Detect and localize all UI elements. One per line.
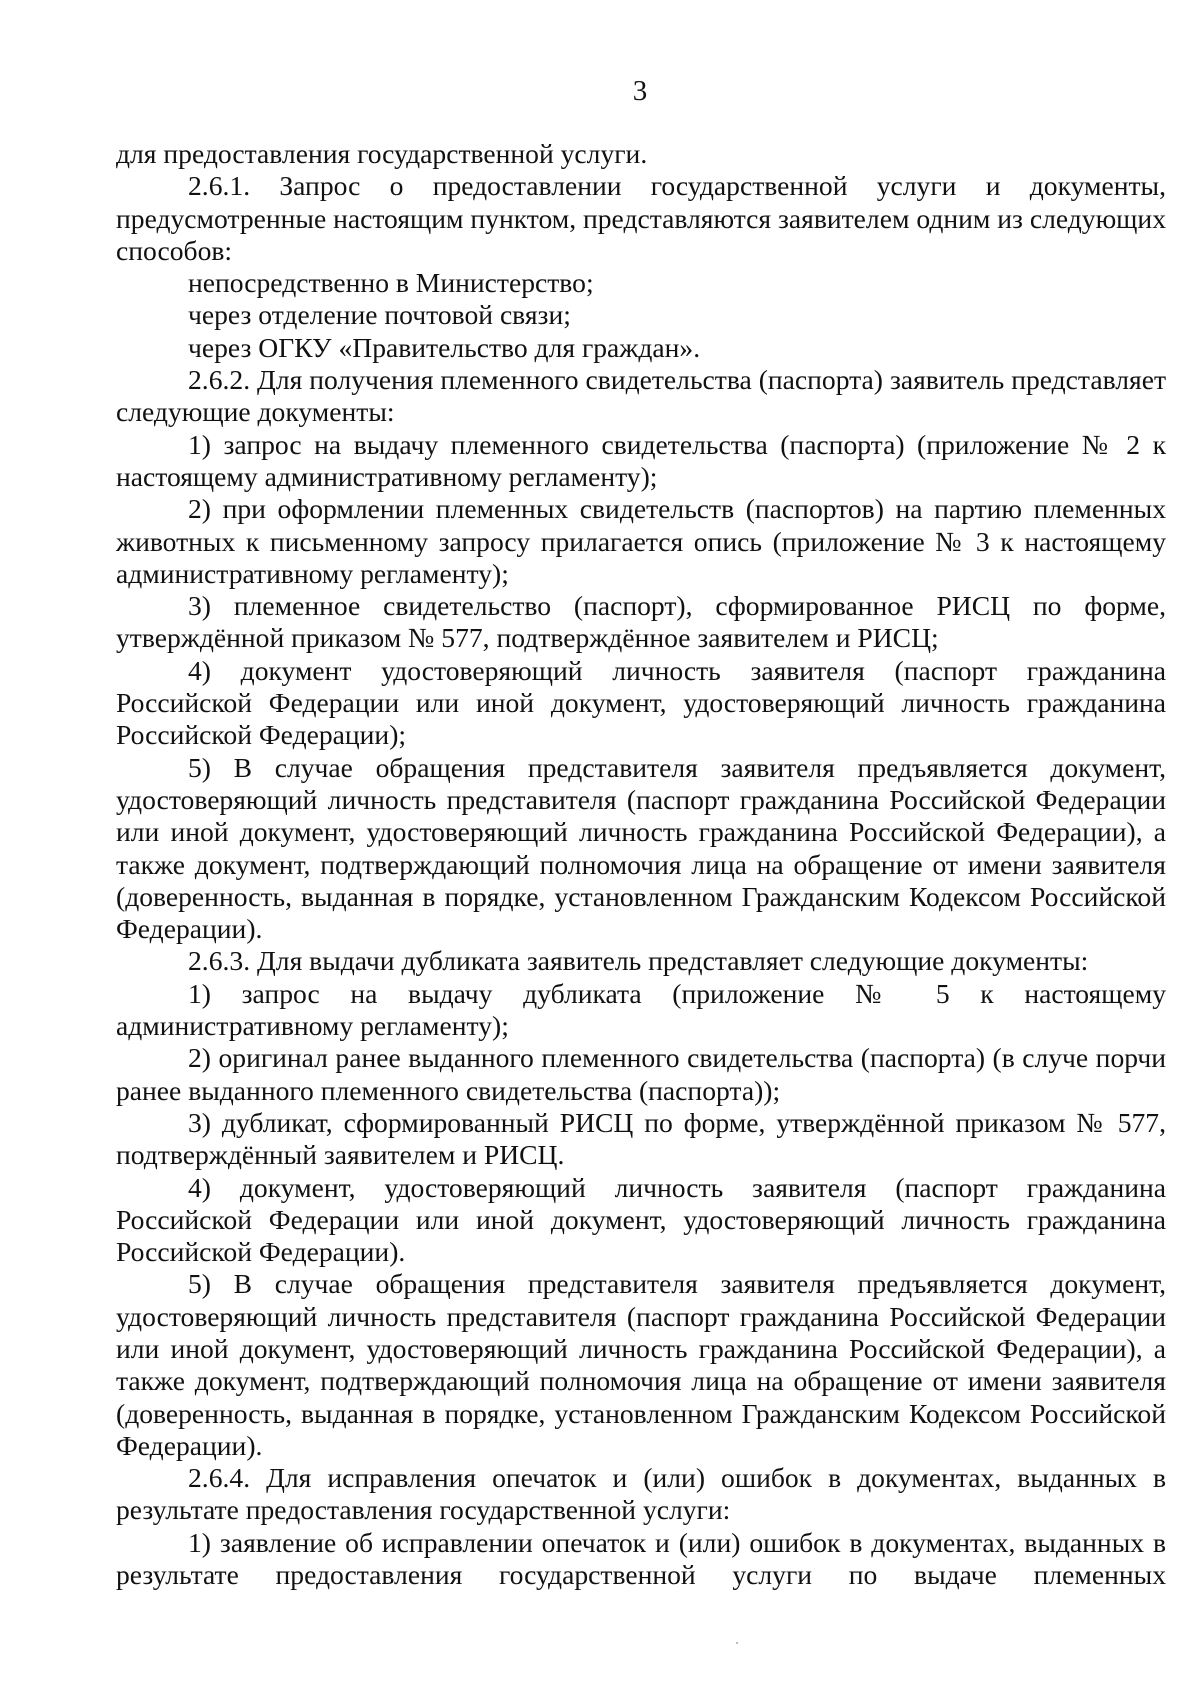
list-item: 5) В случае обращения представителя заявителя предъявляется документ, удостоверяющий личность представителя (паспорт гражданина Российской Федерации или иной документ, удостоверяющий личность гражданина Российской Федерации), а также документ, подтверждающий полномочия лица на обращение от имени заявителя (доверенность, выданная в порядке, установленном Гражданским Кодексом Российской Федерации). — [116, 751, 1166, 945]
page-number: 3 — [632, 75, 648, 107]
list-item: 2) при оформлении племенных свидетельств (паспортов) на партию племенных животных к письменному запросу прилагается опись (приложение № 3 к настоящему административному регламенту); — [116, 493, 1166, 589]
list-item: 1) заявление об исправлении опечаток и (или) ошибок в документах, выданных в результате предоставления государственной услуги по выдаче племенных — [116, 1526, 1166, 1591]
list-item: 3) племенное свидетельство (паспорт), сформированное РИСЦ по форме, утверждённой приказом № 577, подтверждённое заявителем и РИСЦ; — [116, 590, 1166, 654]
paragraph-2-6-3: 2.6.3. Для выдачи дубликата заявитель представляет следующие документы: — [188, 945, 1089, 977]
list-item: 5) В случае обращения представителя заявителя предъявляется документ, удостоверяющий личность представителя (паспорт гражданина Российской Федерации или иной документ, удостоверяющий личность гражданина Российской Федерации), а также документ, подтверждающий полномочия лица на обращение от имени заявителя (доверенность, выданная в порядке, установленном Гражданским Кодексом Российской Федерации). — [116, 1268, 1166, 1461]
list-item: непосредственно в Министерство; — [188, 267, 594, 299]
list-item: 4) документ удостоверяющий личность заявителя (паспорт гражданина Российской Федерации или иной документ, удостоверяющий личность гражданина Российской Федерации); — [116, 654, 1166, 751]
paragraph-2-6-4: 2.6.4. Для исправления опечаток и (или) ошибок в документах, выданных в результате предоставления государственной услуги: — [116, 1462, 1166, 1526]
list-item: 2) оригинал ранее выданного племенного свидетельства (паспорта) (в случе порчи ранее выданного племенного свидетельства (паспорта)); — [116, 1042, 1166, 1106]
paragraph-2-6-1: 2.6.1. Запрос о предоставлении государственной услуги и документы, предусмотренные настоящим пунктом, представляются заявителем одним из следующих способов: — [116, 170, 1166, 266]
list-item: через отделение почтовой связи; — [188, 299, 571, 331]
paragraph-2-6-2: 2.6.2. Для получения племенного свидетельства (паспорта) заявитель представляет следующие документы: — [116, 364, 1166, 428]
list-item: 3) дубликат, сформированный РИСЦ по форме, утверждённой приказом № 577, подтверждённый заявителем и РИСЦ. — [116, 1106, 1166, 1171]
scan-speck — [736, 1642, 738, 1644]
document-body — [116, 138, 1166, 1591]
list-item: 4) документ, удостоверяющий личность заявителя (паспорт гражданина Российской Федерации или иной документ, удостоверяющий личность гражданина Российской Федерации). — [116, 1171, 1166, 1268]
list-item: через ОГКУ «Правительство для граждан». — [188, 331, 701, 363]
list-item: 1) запрос на выдачу племенного свидетельства (паспорта) (приложение № 2 к настоящему административному регламенту); — [116, 428, 1166, 492]
paragraph: для предоставления государственной услуги. — [116, 138, 648, 169]
list-item: 1) запрос на выдачу дубликата (приложение № 5 к настоящему административному регламенту); — [116, 977, 1166, 1042]
